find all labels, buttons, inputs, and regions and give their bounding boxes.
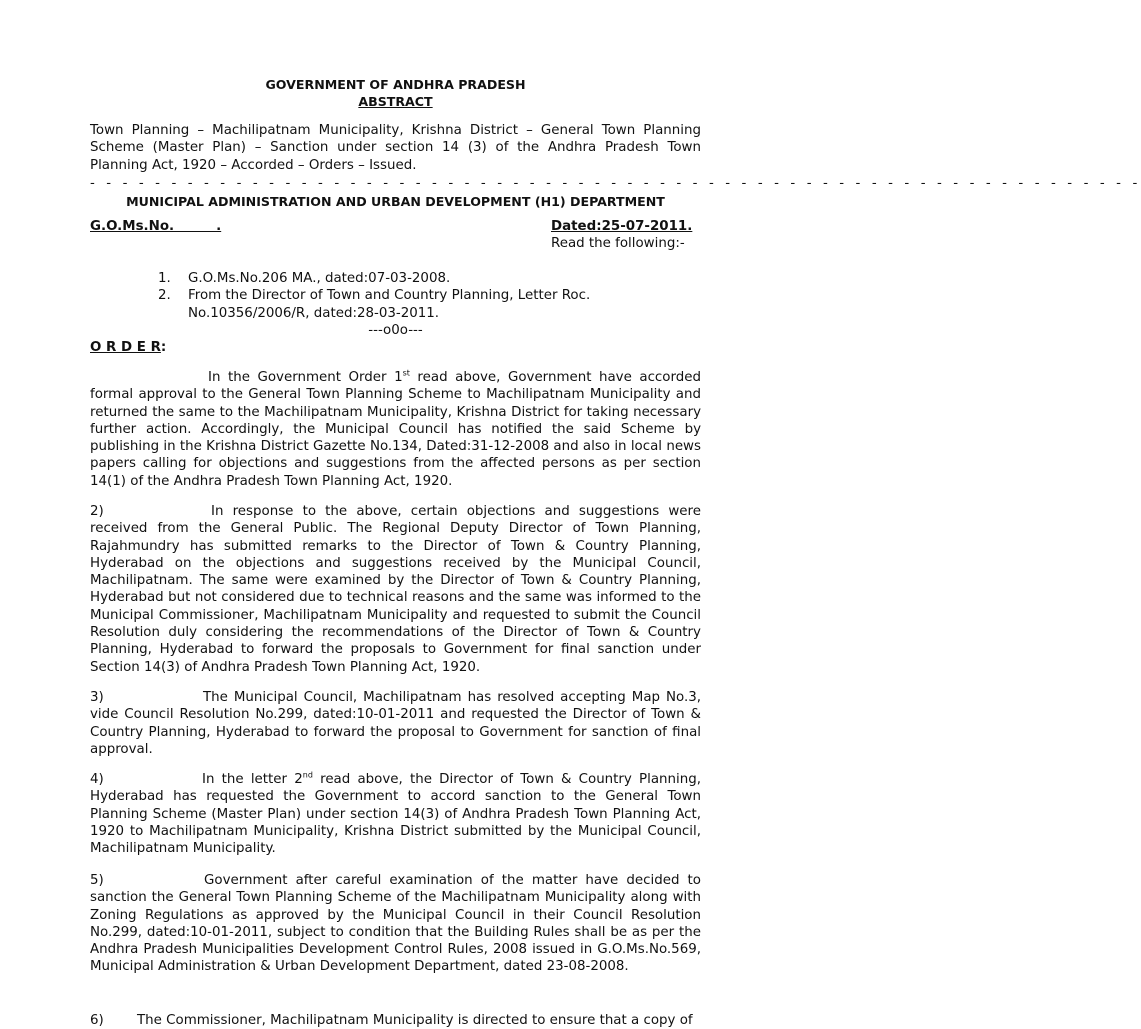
order-colon: : <box>160 340 167 355</box>
go-dated: Dated:25-07-2011. <box>551 219 693 234</box>
reference-text: From the Director of Town and Country Planning, Letter Roc. No.10356/2006/R, dated:28-03-2011. <box>188 288 591 321</box>
separator: ---o0o--- <box>368 323 423 338</box>
paragraph-2: 2) In response to the above, certain objections and suggestions were received from the General Public. The Regional Deputy Director of Town Planning, Rajahmundry has submitted remarks to the Director of Town & Country Planning, Hyderabad on the objections and suggestions received by the Municipal Council, Machilipatnam. The same were examined by the Director of Town & Country Planning, Hyderabad but not considered due to technical reasons and the same was informed to the Municipal Commissioner, Machilipatnam Municipality and requested to submit the Council Resolution duly considering the recommendations of the Director of Town & Country Planning, Hyderabad to forward the proposals to Government for final sanction under Section 14(3) of Andhra Pradesh Town Planning Act, 1920. <box>90 504 701 675</box>
paragraph-number: 5) <box>90 873 104 888</box>
paragraph-number: 4) <box>90 772 104 787</box>
reference-number: 2. <box>158 288 171 304</box>
paragraph-6: 6) The Commissioner, Machilipatnam Municipality is directed to ensure that a copy of <box>90 1013 693 1028</box>
list-item <box>150 270 650 287</box>
reference-list <box>150 270 650 322</box>
list-item <box>150 287 650 322</box>
read-following: Read the following:- <box>551 236 685 251</box>
subject-text: Town Planning – Machilipatnam Municipality, Krishna District – General Town Planning Scheme (Master Plan) – Sanction under section 14 (3) of the Andhra Pradesh Town Planning Act, 1920 – Accorded – Orders – Issued. <box>90 123 701 173</box>
paragraph-4: 4) In the letter 2nd read above, the Director of Town & Country Planning, Hyderabad has requested the Government to accord sanction to the General Town Planning Scheme (Master Plan) under section 14(3) of Andhra Pradesh Town Planning Act, 1920 to Machilipatnam Municipality, Krishna District submitted by the Municipal Council, Machilipatnam Municipality. <box>90 770 701 857</box>
government-heading: GOVERNMENT OF ANDHRA PRADESH <box>265 77 526 92</box>
order-label: O R D E R <box>90 340 161 355</box>
go-number: G.O.Ms.No. . <box>90 219 222 234</box>
paragraph-1: In the Government Order 1st read above, Government have accorded formal approval to the General Town Planning Scheme to Machilipatnam Municipality and returned the same to the Machilipatnam Municipality, Krishna District for taking necessary further action. Accordingly, the Municipal Council has notified the said Scheme by publishing in the Krishna District Gazette No.134, Dated:31-12-2008 and also in local news papers calling for objections and suggestions from the affected persons as per section 14(1) of the Andhra Pradesh Town Planning Act, 1920. <box>90 368 701 489</box>
paragraph-number: 6) <box>90 1013 104 1028</box>
reference-number: 1. <box>158 271 171 286</box>
divider-line: - - - - - - - - - - - - - - - - - - - - - - - - - - - - - - - - - - - - - - - - - - - - - - - - - - - - - - - - - - - - - - - - - <box>90 176 1141 191</box>
paragraph-3: 3) The Municipal Council, Machilipatnam has resolved accepting Map No.3, vide Council Resolution No.299, dated:10-01-2011 and requested the Director of Town & Country Planning, Hyderabad to forward the proposal to Government for sanction of final approval. <box>90 690 701 757</box>
order-heading <box>90 339 701 356</box>
department-heading: MUNICIPAL ADMINISTRATION AND URBAN DEVELOPMENT (H1) DEPARTMENT <box>126 194 665 209</box>
go-line <box>90 218 701 236</box>
paragraph-number: 2) <box>90 504 104 519</box>
paragraph-number: 3) <box>90 690 104 705</box>
reference-text: G.O.Ms.No.206 MA., dated:07-03-2008. <box>188 271 451 286</box>
abstract-heading: ABSTRACT <box>358 94 433 109</box>
paragraph-5: 5) Government after careful examination of the matter have decided to sanction the General Town Planning Scheme of the Machilipatnam Municipality along with Zoning Regulations as approved by the Municipal Council in their Council Resolution No.299, dated:10-01-2011, subject to condition that the Building Rules shall be as per the Andhra Pradesh Municipalities Development Control Rules, 2008 issued in G.O.Ms.No.569, Municipal Administration & Urban Development Department, dated 23-08-2008. <box>90 873 701 975</box>
